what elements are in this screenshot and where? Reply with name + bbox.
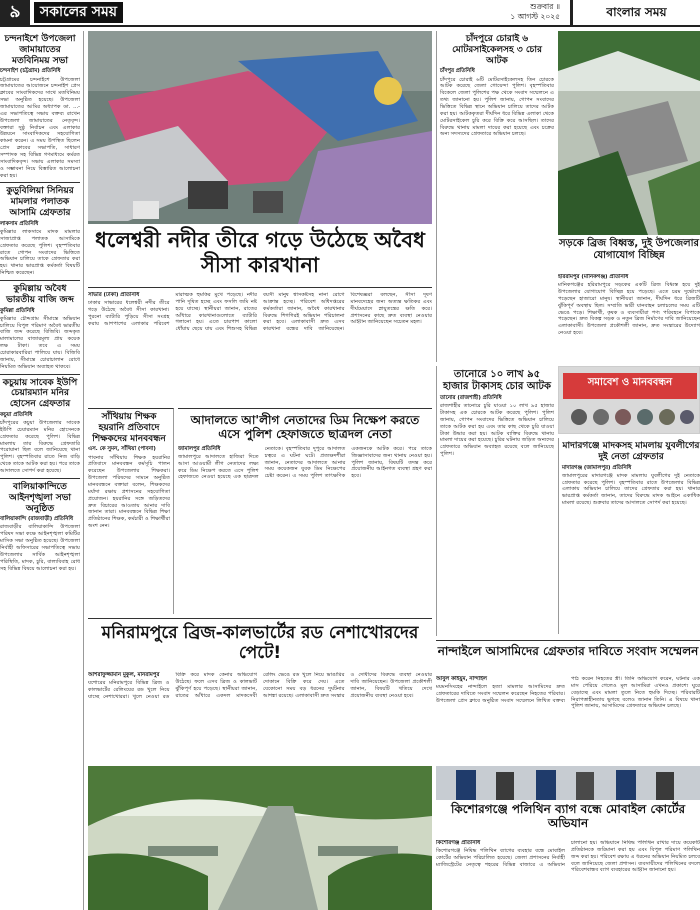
bridge-body bbox=[88, 672, 432, 762]
awami-article bbox=[178, 408, 432, 614]
nandail-headline: নান্দাইলে আসামিদের গ্রেফতার দাবিতে সংবাদ সম্মেলন bbox=[436, 640, 700, 674]
article-columns bbox=[178, 446, 432, 482]
section-name: বাংলার সময় bbox=[570, 0, 700, 25]
banner-text: সমাবেশ ও মানববন্ধন bbox=[587, 377, 673, 388]
road-body bbox=[558, 274, 700, 366]
article-byline: এস. কে সুমন, সাঁথিয়া (পাবনা) bbox=[88, 446, 156, 453]
article-title: চাঁদপুরে চোরাই ৬ মোটরসাইকেলসহ ৩ চোর আটক bbox=[452, 34, 542, 66]
kishoreganj-photo-image bbox=[436, 766, 700, 800]
issue-date-text: ১ আগস্ট ২০২৫ bbox=[510, 12, 560, 21]
kishoreganj-headline: কিশোরগঞ্জে পলিথিন ব্যাগ বন্ধে মোবাইল কোর্টের অভিযান bbox=[450, 802, 686, 831]
article-body: জামালপুরে আদালতে হাজিরা দিতে আসা আওয়ামী লীগ নেতাদের লক্ষ্য করে ডিম নিক্ষেপ করতে এসে পুলিশ হেফাজতে নেওয়া হয়েছে এক ছাত্রদল নেতাকে। বৃহস্পতিবার দুপুরে আদালত চত্বরে এ ঘটনা ঘটে। প্রত্যক্ষদর্শীরা জানান, নেতাদের আদালতে আনার সময় কয়েকজন যুবক ডিম নিক্ষেপের চেষ্টা করেন। এ সময় পুলিশ তাৎক্ষণিক একজনকে আটক করে। পরে তাকে জিজ্ঞাসাবাদের জন্য থানায় নেওয়া হয়। পুলিশ জানায়, বিষয়টি তদন্ত করে প্রয়োজনীয় আইনগত ব্যবস্থা গ্রহণ করা হবে। bbox=[178, 445, 432, 481]
issue-date bbox=[430, 2, 560, 22]
article-title: আদালতে আ'লীগ নেতাদের ডিম নিক্ষেপ করতে এসে পুলিশ হেফাজতে ছাত্রদল নেতা bbox=[190, 413, 420, 442]
article-title: কচুয়ায় সাবেক ইউপি চেয়ারম্যান মনির হোসেন গ্রেফতার bbox=[2, 377, 78, 410]
article-title: কুমিল্লায় অবৈধ ভারতীয় বাজি জব্দ bbox=[6, 283, 74, 305]
bridge-photo bbox=[88, 766, 432, 910]
masthead bbox=[0, 0, 700, 27]
article-byline: তানোর (রাজশাহী) প্রতিনিধি bbox=[440, 395, 502, 401]
lead-body bbox=[88, 292, 432, 366]
divider bbox=[0, 182, 80, 183]
bridge-byline: আশরাফুজ্জামান মুকুল, মনিরামপুর bbox=[88, 672, 160, 678]
teacher-article bbox=[88, 408, 174, 614]
article-byline: মাদারগঞ্জ (জামালপুর) প্রতিনিধি bbox=[562, 464, 632, 471]
article-body: চট্টগ্রামের চন্দনাইশে উপজেলা জামায়াতের আয়োজনে চন্দনাইশ প্রেস ক্লাবের সাংবাদিকদের সাথে মতবিনিময় সভা অনুষ্ঠিত হয়েছে। উপজেলা জামায়াতের আমির অধ্যাপক ডা. ...-এর সভাপতিত্বে সভায় বক্তব্য রাখেন উপজেলা জামায়াতের নেতৃবৃন্দ। বক্তারা সুষ্ঠু নির্বাচন এবং এলাকার উন্নয়নে সাংবাদিকদের সহযোগিতা কামনা করেন। এ সময় উপস্থিত ছিলেন প্রেস ক্লাবের সভাপতি, সাধারণ সম্পাদক সহ বিভিন্ন গণমাধ্যমে কর্মরত সাংবাদিকবৃন্দ। সভায় এলাকার সমস্যা ও সম্ভাবনা নিয়ে বিস্তারিত আলোচনা করা হয়। bbox=[0, 76, 80, 179]
article-title: সাঁথিয়ায় শিক্ষক হয়রানি প্রতিবাদে শিক্ষকদের মানববন্ধন bbox=[92, 412, 166, 444]
article-byline: কুমিল্লা প্রতিনিধি bbox=[0, 307, 35, 314]
page-number: ৯ bbox=[0, 0, 30, 25]
protest-photo bbox=[558, 366, 700, 434]
divider bbox=[0, 374, 80, 375]
road-headline: সড়কে ব্রিজ বিধ্বস্ত, দুই উপজেলার যোগাযোগ বিচ্ছিন্ন bbox=[558, 238, 700, 261]
chandpur-article bbox=[436, 31, 554, 362]
article-title: মাদারগঞ্জে মাদকসহ মামলায় যুবলীগের দুই নেতা গ্রেফতার bbox=[562, 441, 700, 462]
bridge-headline: মনিরামপুরে ব্রিজ-কালভার্টের রড নেশাখোরদের পেটে! bbox=[88, 618, 432, 670]
article-byline: লাকসাম প্রতিনিধি bbox=[0, 220, 39, 227]
article-body: জামালপুরের মাদারগঞ্জে মাদক মামলায় যুবলীগের দুই নেতাকে গ্রেফতার করেছে পুলিশ। বৃহস্পতিবার রাতে উপজেলার বিভিন্ন এলাকায় অভিযান চালিয়ে তাদের গ্রেফতার করা হয়। থানার ভারপ্রাপ্ত কর্মকর্তা জানান, তাদের বিরুদ্ধে মাদক আইনে একাধিক মামলা রয়েছে। শুক্রবার তাদের আদালতে সোপর্দ করা হয়েছে। bbox=[562, 472, 700, 507]
article-byline: কচুয়া প্রতিনিধি bbox=[0, 411, 33, 418]
lead-photo-image bbox=[88, 31, 432, 224]
article-byline: চন্দনাইশ (চট্টগ্রাম) প্রতিনিধি bbox=[0, 68, 61, 75]
tanore-article bbox=[436, 366, 554, 636]
bridge-photo-image bbox=[88, 766, 432, 910]
article-body: কুমিল্লার লাকসামে মাদক মামলার সাজাপ্রাপ্ত পলাতক আসামিকে গ্রেফতার করেছে পুলিশ। বৃহস্পতিবার রাতে গোপন সংবাদের ভিত্তিতে অভিযান চালিয়ে তাকে গ্রেফতার করা হয়। থানার ভারপ্রাপ্ত কর্মকর্তা বিষয়টি নিশ্চিত করেছেন। bbox=[0, 228, 80, 277]
article-title: বালিয়াকান্দিতে আইনশৃঙ্খলা সভা অনুষ্ঠিত bbox=[8, 481, 72, 514]
article-title: কুড়ুবিলিয়া সিনিয়র মামলার পলাতক আসামি গ্রেফতার bbox=[6, 186, 74, 218]
article-byline: চাঁদপুর প্রতিনিধি bbox=[440, 68, 475, 75]
nandail-body-text: ময়মনসিংহের নান্দাইলে হত্যা মামলার আসামিদের দ্রুত গ্রেফতারের দাবিতে সংবাদ সম্মেলন করেছেন নিহতের পরিবার। উপজেলা প্রেস ক্লাবে অনুষ্ঠিত সংবাদ সম্মেলনে লিখিত বক্তব্য পাঠ করেন নিহতের স্ত্রী। তিনি অভিযোগ করেন, ঘটনার এক মাস পেরিয়ে গেলেও মূল আসামিরা এখনও প্রকাশ্যে ঘুরে বেড়াচ্ছে এবং মামলা তুলে নিতে হুমকি দিচ্ছে। পরিবারটি নিরাপত্তাহীনতায় ভুগছে বলেও জানান তিনি। এ বিষয়ে থানা পুলিশ জানায়, আসামিদের গ্রেফতারে অভিযান চলছে। bbox=[436, 676, 700, 710]
nandail-byline: আবুল কাইয়ুম, নান্দাইল bbox=[436, 676, 487, 682]
brand-logo: সকালের সময় bbox=[34, 2, 123, 23]
kishoreganj-body bbox=[436, 840, 700, 910]
divider bbox=[0, 280, 80, 281]
article-body: কুমিল্লার চৌদ্দগ্রাম সীমান্তে অভিযান চালিয়ে বিপুল পরিমাণ অবৈধ ভারতীয় বাজি জব্দ করেছে বিজিবি। জব্দকৃত মালামালের বাজারমূল্য প্রায় কয়েক লক্ষ টাকা। তবে এ সময় চোরাকারবারিরা পালিয়ে যায়। বিজিবি জানায়, সীমান্তে চোরাচালান রোধে নিয়মিত অভিযান অব্যাহত থাকবে। bbox=[0, 315, 80, 370]
road-photo bbox=[558, 31, 700, 235]
road-photo-image bbox=[558, 31, 700, 235]
drug-article bbox=[558, 438, 700, 634]
lead-byline: সাভার (ঢাকা) প্রতিনিধি bbox=[88, 292, 140, 298]
article-body: চাঁদপুরের কচুয়া উপজেলার সাবেক ইউপি চেয়ারম্যান মনির হোসেনকে গ্রেফতার করেছে পুলিশ। বিভিন্ন মামলায় তার বিরুদ্ধে গ্রেফতারি পরোয়ানা ছিল বলে জানিয়েছে থানা পুলিশ। বৃহস্পতিবার রাতে নিজ বাড়ি থেকে তাকে আটক করা হয়। পরে তাকে আদালতে সোপর্দ করা হয়েছে। bbox=[0, 420, 80, 475]
lead-headline: ধলেশ্বরী নদীর তীরে গড়ে উঠেছে অবৈধ সীসা কারখানা bbox=[88, 228, 432, 288]
lead-photo bbox=[88, 31, 432, 224]
article-body: চাঁদপুরে চোরাই ৬টি মোটরসাইকেলসহ তিন চোরকে আটক করেছে জেলা গোয়েন্দা পুলিশ। বৃহস্পতিবার বিকেলে জেলা পুলিশের পক্ষ থেকে সংবাদ সম্মেলনে এ তথ্য জানানো হয়। পুলিশ জানায়, গোপন সংবাদের ভিত্তিতে বিভিন্ন স্থানে অভিযান চালিয়ে তাদের আটক করা হয়। আটককৃতরা দীর্ঘদিন ধরে বিভিন্ন এলাকা থেকে মোটরসাইকেল চুরি করে বিক্রি করে আসছিল। তাদের বিরুদ্ধে থানায় মামলা দায়ের করা হয়েছে এবং চক্রের অন্য সদস্যদের গ্রেফতারে অভিযান চলছে। bbox=[440, 76, 554, 138]
divider bbox=[0, 478, 80, 479]
kishoreganj-photo bbox=[436, 766, 700, 800]
article-body: রাজশাহীর তানোরে চুরি যাওয়া ১০ লাখ ৯৫ হাজার টাকাসহ এক চোরকে আটক করেছে পুলিশ। পুলিশ জানায়, গোপন সংবাদের ভিত্তিতে অভিযান চালিয়ে তাকে আটক করা হয় এবং তার কাছ থেকে চুরি যাওয়া টাকা উদ্ধার করা হয়। আটক ব্যক্তির বিরুদ্ধে থানায় মামলা দায়ের করা হয়েছে। চুরির ঘটনায় জড়িত অন্যদের গ্রেফতারে অভিযান অব্যাহত রয়েছে বলে জানিয়েছে পুলিশ। bbox=[440, 403, 554, 458]
article-title: চন্দনাইশে উপজেলা জামায়াতের মতবিনিময় সভা bbox=[4, 34, 76, 66]
left-column bbox=[0, 31, 84, 910]
nandail-body bbox=[436, 676, 700, 764]
article-body: রাজবাড়ীর বালিয়াকান্দি উপজেলা পরিষদ সভা কক্ষে আইনশৃঙ্খলা কমিটির মাসিক সভা অনুষ্ঠিত হয়েছে। উপজেলা নির্বাহী অফিসারের সভাপতিত্বে সভায় উপজেলার সার্বিক আইনশৃঙ্খলা পরিস্থিতি, মাদক, চুরি, বাল্যবিবাহ রোধ সহ বিভিন্ন বিষয়ে আলোচনা করা হয়। bbox=[0, 524, 80, 572]
article-byline: বালিয়াকান্দি (রাজবাড়ী) প্রতিনিধি bbox=[0, 516, 73, 523]
kishoreganj-body-text: কিশোরগঞ্জে নিষিদ্ধ পলিথিন ব্যাগের ব্যবহার বন্ধে মোবাইল কোর্টের অভিযান পরিচালিত হয়েছে। জেলা প্রশাসনের নির্বাহী ম্যাজিস্ট্রেটের নেতৃত্বে শহরের বিভিন্ন বাজারে এ অভিযান চালানো হয়। অভিযানে নিষিদ্ধ পলিথিন রাখার দায়ে কয়েকটি প্রতিষ্ঠানকে জরিমানা করা হয় এবং বিপুল পরিমাণ পলিথিন জব্দ করা হয়। পরিবেশ রক্ষায় এ ধরনের অভিযান নিয়মিত চলবে বলে জানিয়েছে জেলা প্রশাসন। ব্যবসায়ীদের পলিথিনের বদলে পরিবেশবান্ধব ব্যাগ ব্যবহারের আহ্বান জানানো হয়। bbox=[436, 840, 700, 874]
bridge-body-text: যশোরের মনিরামপুরে বিভিন্ন ব্রিজ ও কালভার্টের রেলিংয়ের রড খুলে নিয়ে যাচ্ছে নেশাখোররা। খুলে নেওয়া রড বিক্রি করে মাদক কেনার অভিযোগ উঠেছে। ফলে এসব ব্রিজ ও কালভার্ট ঝুঁকিপূর্ণ হয়ে পড়েছে। স্থানীয়রা জানান, রাতের আঁধারে একদল মাদকসেবী রেলিং ভেঙে রড খুলে নিয়ে ভাঙারির দোকানে বিক্রি করে দেয়। এতে যেকোনো সময় বড় ধরনের দুর্ঘটনার আশঙ্কা রয়েছে। এলাকাবাসী দ্রুত সংস্কার ও দোষীদের বিরুদ্ধে ব্যবস্থা নেওয়ার দাবি জানিয়েছেন। উপজেলা প্রকৌশলী জানান, বিষয়টি খতিয়ে দেখে প্রয়োজনীয় ব্যবস্থা নেওয়া হবে। bbox=[88, 672, 432, 700]
issue-weekday: শুক্রবার ॥ bbox=[530, 2, 560, 11]
article-title: তানোরে ১০ লাখ ৯৫ হাজার টাকাসহ চোর আটক bbox=[442, 369, 551, 392]
road-byline: হরিরামপুর (মানিকগঞ্জ) প্রতিনিধি bbox=[558, 274, 629, 280]
article-body: পাবনার সাঁথিয়ায় শিক্ষক হয়রানির প্রতিবাদে মানববন্ধন কর্মসূচি পালন করেছেন উপজেলার শিক্ষকরা। উপজেলা পরিষদের সামনে অনুষ্ঠিত মানববন্ধনে বক্তারা বলেন, শিক্ষকদের মর্যাদা রক্ষায় প্রশাসনের সহযোগিতা প্রয়োজন। হয়রানির সঙ্গে জড়িতদের দ্রুত বিচারের আওতায় আনার দাবি জানান তারা। মানববন্ধনে বিভিন্ন শিক্ষা প্রতিষ্ঠানের শিক্ষক, কর্মচারী ও শিক্ষার্থীরা অংশ নেন। bbox=[88, 454, 170, 530]
kishoreganj-byline: কিশোরগঞ্জ প্রতিনিধি bbox=[436, 840, 481, 846]
article-byline: জামালপুর প্রতিনিধি bbox=[178, 445, 221, 452]
lead-body-text: ঢাকার সাভারের ধলেশ্বরী নদীর তীরে গড়ে উঠেছে অবৈধ সীসা কারখানা। পুরনো ব্যাটারি পুড়িয়ে সীসা সংগ্রহ করায় আশপাশের এলাকার পরিবেশ মারাত্মক হুমকির মুখে পড়েছে। নদীর পানি দূষিত হচ্ছে এবং ফসলি জমি নষ্ট হয়ে যাচ্ছে। স্থানীয়রা জানান, রাতের আঁধারে কারখানাগুলোতে ব্যাটারি গলানো হয়। এতে চারপাশ কালো ধোঁয়ায় ছেয়ে যায় এবং শিশুসহ বিভিন্ন বয়সী মানুষ শ্বাসকষ্টসহ নানা রোগে আক্রান্ত হচ্ছে। পরিবেশ অধিদপ্তরের কর্মকর্তারা জানান, অবৈধ কারখানার বিরুদ্ধে শিগগিরই অভিযান পরিচালনা করা হবে। এলাকাবাসী দ্রুত এসব কারখানা বন্ধের দাবি জানিয়েছেন। বিশেষজ্ঞরা বলছেন, সীসা দূষণ মানবদেহের জন্য অত্যন্ত ক্ষতিকর এবং দীর্ঘমেয়াদে স্নায়ুতন্ত্রের ক্ষতি করে। প্রশাসনের কাছে দ্রুত ব্যবস্থা নেওয়ার আহ্বান জানিয়েছেন সচেতন মহল। bbox=[88, 292, 432, 333]
road-body-text: মানিকগঞ্জের হরিরামপুরে সড়কের একটি ব্রিজ বিধ্বস্ত হয়ে দুই উপজেলার যোগাযোগ বিচ্ছিন্ন হয়ে পড়েছে। এতে চরম দুর্ভোগে পড়েছেন হাজারো মানুষ। স্থানীয়রা জানান, দীর্ঘদিন ধরে ব্রিজটি ঝুঁকিপূর্ণ অবস্থায় ছিল। সম্প্রতি ভারী যানবাহন চলাচলের সময় এটি ভেঙে পড়ে। শিক্ষার্থী, কৃষক ও ব্যবসায়ীরা পণ্য পরিবহনে বিপাকে পড়েছেন। দ্রুত বিকল্প সড়ক ও নতুন ব্রিজ নির্মাণের দাবি জানিয়েছেন এলাকাবাসী। উপজেলা প্রকৌশলী জানান, দ্রুত সংস্কারের উদ্যোগ নেওয়া হবে। bbox=[558, 282, 700, 337]
